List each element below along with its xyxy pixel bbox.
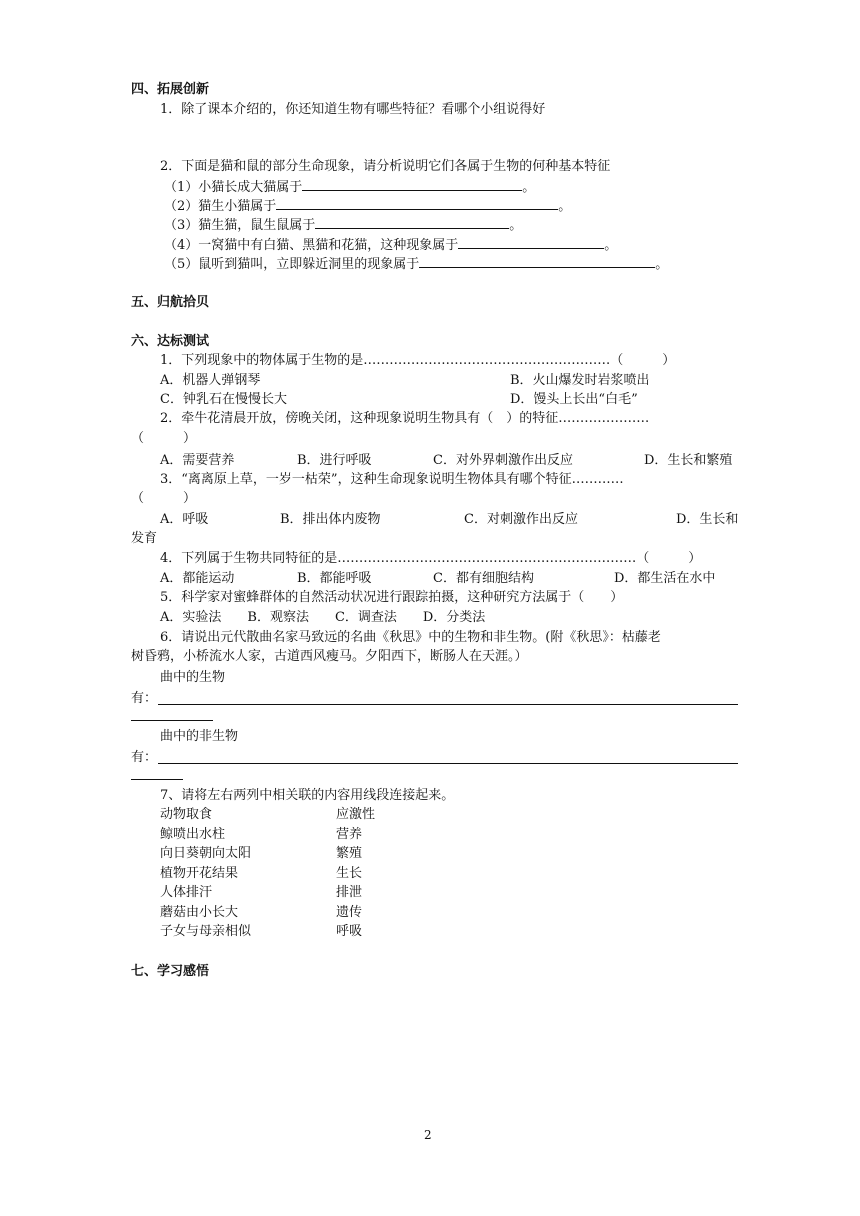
q5-stem: 5．科学家对蜜蜂群体的自然活动状况进行跟踪拍摄，这种研究方法属于（ ） bbox=[160, 590, 624, 605]
q3-stem: 3．“离离原上草，一岁一枯荣”，这种生命现象说明生物体具有哪个特征………… bbox=[160, 472, 624, 487]
q4-stem: 4．下列属于生物共同特征的是……………………………………………………………（ ） bbox=[160, 551, 702, 566]
q3-answer-paren: （ ） bbox=[131, 491, 197, 506]
section-4-title: 四、拓展创新 bbox=[131, 82, 210, 97]
answer-blank[interactable] bbox=[276, 196, 558, 210]
answer-blank[interactable] bbox=[419, 254, 655, 268]
q7-right-item: 营养 bbox=[336, 827, 363, 842]
answer-blank[interactable] bbox=[458, 235, 604, 249]
q1-option-d: D．馒头上长出“白毛” bbox=[510, 392, 638, 407]
q2-stem: 2．牵牛花清晨开放，傍晚关闭，这种现象说明生物具有（ ）的特征………………… bbox=[160, 411, 650, 426]
q7-right-item: 遗传 bbox=[336, 905, 363, 920]
q2-option-d: D．生长和繁殖 bbox=[644, 453, 733, 468]
q7-left-item: 鲸喷出水柱 bbox=[160, 827, 226, 842]
q1-stem: 1．下列现象中的物体属于生物的是…………………………………………………（ ） bbox=[160, 353, 676, 368]
q1-option-b: B．火山爆发时岩浆喷出 bbox=[510, 373, 650, 388]
q6-stem-line-2: 树昏鸦，小桥流水人家，古道西风瘦马。夕阳西下，断肠人在天涯。） bbox=[131, 649, 528, 664]
answer-blank[interactable] bbox=[315, 215, 509, 229]
q3-option-d: D．生长和 bbox=[676, 512, 739, 527]
section-6-title: 六、达标测试 bbox=[131, 334, 210, 349]
answer-blank[interactable] bbox=[302, 177, 522, 191]
q3-option-a: A．呼吸 bbox=[160, 512, 209, 527]
q4-option-c: C．都有细胞结构 bbox=[433, 571, 534, 586]
q6-nonliving-label: 曲中的非生物 bbox=[160, 729, 239, 744]
section-5-title: 五、归航拾贝 bbox=[131, 295, 210, 310]
q6-living-prefix: 有： bbox=[131, 691, 158, 706]
section-7-title: 七、学习感悟 bbox=[131, 964, 210, 979]
q6-stem-line-1: 6．请说出元代散曲名家马致远的名曲《秋思》中的生物和非生物。(附《秋思》：枯藤老 bbox=[160, 630, 661, 645]
q6-living-label: 曲中的生物 bbox=[160, 670, 226, 685]
q6-living-answer-line[interactable] bbox=[158, 704, 738, 705]
q7-left-item: 蘑菇由小长大 bbox=[160, 905, 239, 920]
q7-right-item: 排泄 bbox=[336, 885, 363, 900]
s4-question-2: 2．下面是猫和鼠的部分生命现象，请分析说明它们各属于生物的何种基本特征 bbox=[160, 159, 611, 174]
s4-sub-3: （3）猫生猫，鼠生鼠属于 。 bbox=[164, 215, 522, 234]
q7-right-item: 呼吸 bbox=[336, 924, 363, 939]
q4-option-b: B．都能呼吸 bbox=[297, 571, 372, 586]
q7-left-item: 人体排汗 bbox=[160, 885, 213, 900]
q6-nonliving-answer-line-cont[interactable] bbox=[131, 779, 183, 780]
q1-option-a: A．机器人弹钢琴 bbox=[160, 373, 261, 388]
q6-living-answer-line-cont[interactable] bbox=[131, 720, 213, 721]
q3-option-d-cont: 发育 bbox=[131, 531, 158, 546]
q4-option-d: D．都生活在水中 bbox=[614, 571, 716, 586]
q6-nonliving-answer-line[interactable] bbox=[158, 763, 738, 764]
q7-right-item: 生长 bbox=[336, 866, 363, 881]
q7-left-item: 植物开花结果 bbox=[160, 866, 239, 881]
page-number: 2 bbox=[424, 1128, 432, 1142]
q3-option-c: C．对刺激作出反应 bbox=[464, 512, 578, 527]
q2-option-a: A．需要营养 bbox=[160, 453, 235, 468]
q7-right-item: 繁殖 bbox=[336, 846, 363, 861]
q7-left-item: 向日葵朝向太阳 bbox=[160, 846, 252, 861]
q2-option-c: C．对外界刺激作出反应 bbox=[433, 453, 573, 468]
q6-nonliving-prefix: 有： bbox=[131, 750, 158, 765]
q3-option-b: B．排出体内废物 bbox=[280, 512, 381, 527]
s4-sub-4: （4）一窝猫中有白猫、黑猫和花猫，这种现象属于 。 bbox=[164, 235, 617, 254]
q7-right-item: 应激性 bbox=[336, 807, 376, 822]
q1-option-c: C．钟乳石在慢慢长大 bbox=[160, 392, 287, 407]
q5-options: A．实验法 B．观察法 C．调查法 D．分类法 bbox=[160, 610, 486, 625]
q7-stem: 7、请将左右两列中相关联的内容用线段连接起来。 bbox=[160, 788, 455, 803]
s4-sub-5: （5）鼠听到猫叫，立即躲近洞里的现象属于 。 bbox=[164, 254, 668, 273]
s4-sub-2: （2）猫生小猫属于 。 bbox=[164, 196, 571, 215]
q4-option-a: A．都能运动 bbox=[160, 571, 235, 586]
q7-left-item: 动物取食 bbox=[160, 807, 213, 822]
q7-left-item: 子女与母亲相似 bbox=[160, 924, 252, 939]
q2-option-b: B．进行呼吸 bbox=[297, 453, 372, 468]
s4-sub-1: （1）小猫长成大猫属于 。 bbox=[164, 177, 535, 196]
q2-answer-paren: （ ） bbox=[131, 431, 197, 446]
s4-question-1: 1．除了课本介绍的，你还知道生物有哪些特征？看哪个小组说得好 bbox=[160, 102, 546, 117]
